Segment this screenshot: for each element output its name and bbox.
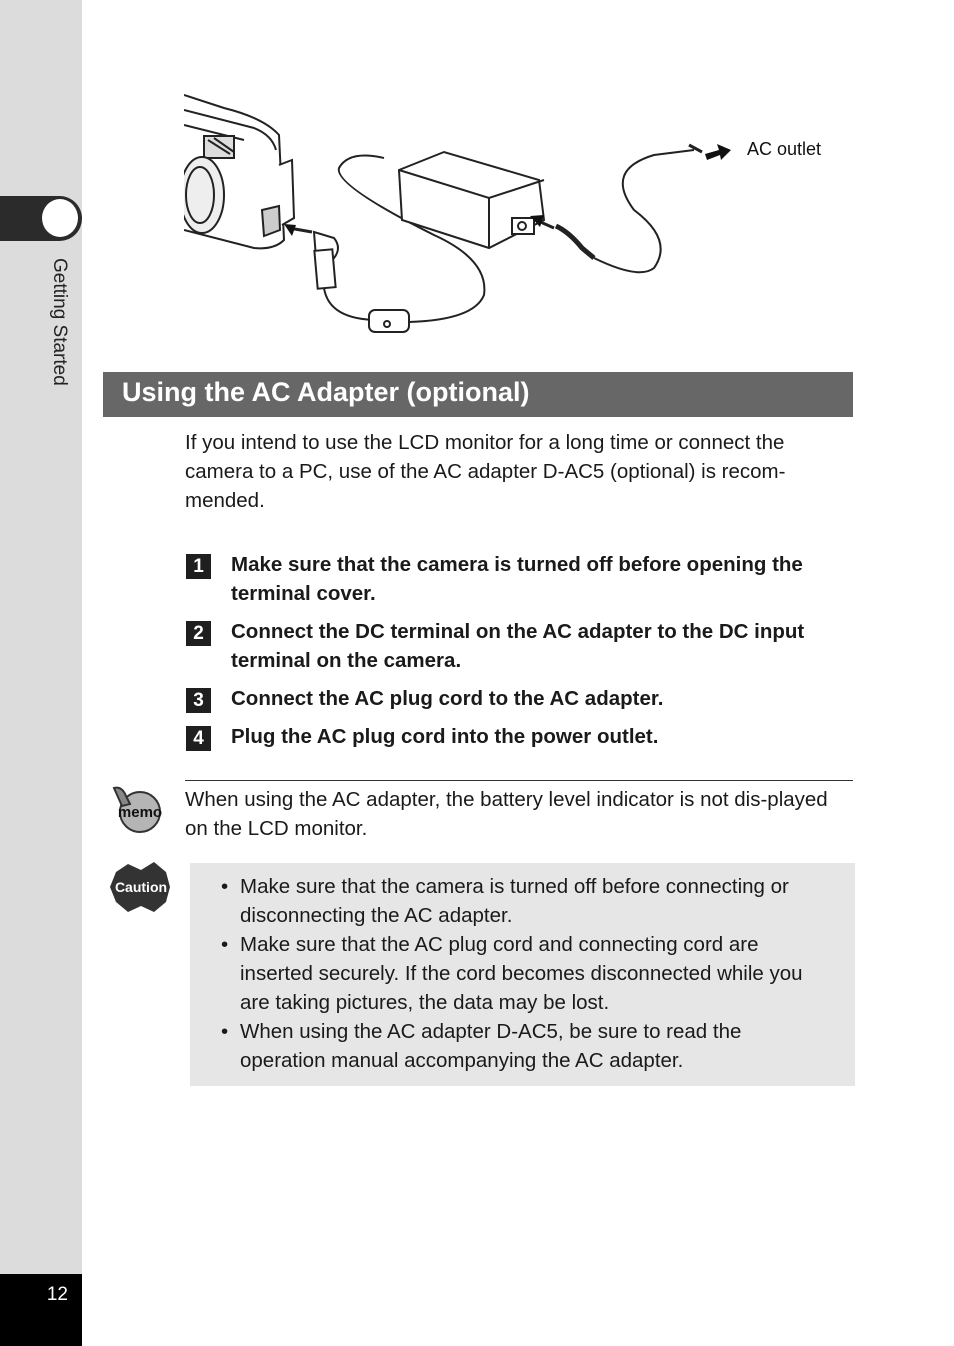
step-text: Connect the DC terminal on the AC adapter to the DC input terminal on the camera. [231, 620, 805, 672]
section-title: Using the AC Adapter (optional) [122, 377, 530, 407]
caution-icon-text: Caution [114, 879, 168, 895]
step-number: 3 [186, 688, 211, 713]
caution-item [218, 930, 828, 1017]
bullet: • [221, 1020, 229, 1043]
intro-paragraph: If you intend to use the LCD monitor for a long time or connect the camera to a PC, use of the AC adapter D-AC5 (optional) is recom-mended. [185, 431, 786, 512]
caution-item [218, 1017, 828, 1075]
chapter-label: Getting Started [49, 258, 70, 386]
step-text: Plug the AC plug cord into the power outlet. [231, 725, 659, 748]
memo-icon-text: memo [117, 804, 163, 821]
caution-item-text: Make sure that the camera is turned off before connecting or disconnecting the AC adapter. [240, 875, 789, 927]
caution-icon [108, 860, 174, 914]
chapter-tab-circle [42, 199, 78, 237]
bullet: • [221, 875, 229, 898]
ac-adapter-connection-illustration [184, 90, 704, 345]
step-text: Connect the AC plug cord to the AC adapter. [231, 687, 664, 710]
memo-text: When using the AC adapter, the battery level indicator is not dis-played on the LCD monitor. [185, 788, 828, 840]
outlet-arrow-icon [703, 140, 733, 164]
memo-divider [185, 780, 853, 781]
caution-item-text: Make sure that the AC plug cord and connecting cord are inserted securely. If the cord becomes disconnected while you are taking pictures, the data may be lost. [240, 933, 803, 1014]
ac-outlet-label: AC outlet [747, 139, 822, 159]
step-number: 4 [186, 726, 211, 751]
caution-item [218, 872, 828, 930]
step-number: 1 [186, 554, 211, 579]
caution-list [218, 872, 828, 1075]
bullet: • [221, 933, 229, 956]
step-number: 2 [186, 621, 211, 646]
page-number: 12 [46, 1284, 68, 1305]
step-text: Make sure that the camera is turned off before opening the terminal cover. [231, 553, 803, 605]
memo-icon [108, 784, 166, 834]
caution-item-text: When using the AC adapter D-AC5, be sure to read the operation manual accompanying the AC adapter. [240, 1020, 742, 1072]
